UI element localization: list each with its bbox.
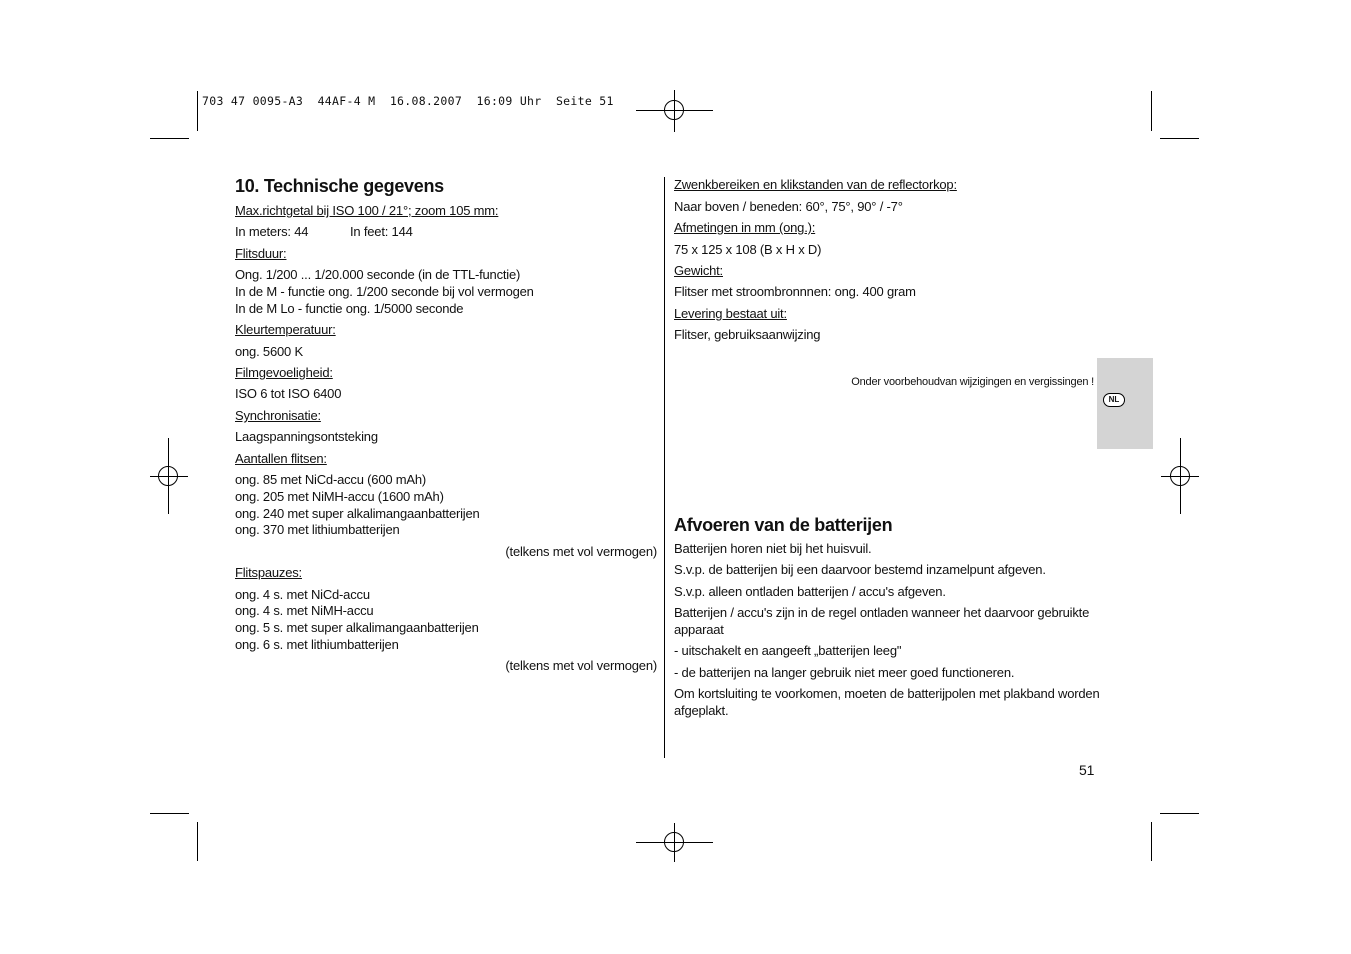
- film-speed-label: Filmgevoeligheid:: [235, 365, 333, 380]
- crop-mark: [197, 822, 198, 861]
- crop-mark: [1160, 813, 1199, 814]
- crop-mark: [1151, 91, 1152, 131]
- print-slug: 703 47 0095-A3 44AF-4 M 16.08.2007 16:09 Uhr Seite 51: [202, 94, 614, 108]
- delivery-label: Levering bestaat uit:: [674, 306, 787, 321]
- recycle-line: ong. 4 s. met NiMH-accu: [235, 603, 374, 618]
- recycle-line: ong. 6 s. met lithiumbatterijen: [235, 637, 399, 652]
- battery-bullet: - uitschakelt en aangeeft „batterijen leeg": [674, 643, 902, 658]
- weight-label: Gewicht:: [674, 263, 723, 278]
- flash-duration-line: In de M - functie ong. 1/200 seconde bij vol vermogen: [235, 284, 534, 299]
- crop-mark: [1160, 138, 1199, 139]
- flash-count-line: ong. 85 met NiCd-accu (600 mAh): [235, 472, 427, 487]
- swivel-value: Naar boven / beneden: 60°, 75°, 90° / -7°: [674, 199, 903, 214]
- delivery-value: Flitser, gebruiksaanwijzing: [674, 327, 821, 342]
- flash-count-note: (telkens met vol vermogen): [505, 544, 657, 559]
- dimensions-label: Afmetingen in mm (ong.):: [674, 220, 816, 235]
- column-divider: [664, 177, 665, 758]
- weight-value: Flitser met stroombronnnen: ong. 400 gram: [674, 284, 916, 299]
- flash-duration-line: Ong. 1/200 ... 1/20.000 seconde (in de TTL-functie): [235, 267, 521, 282]
- battery-line: S.v.p. alleen ontladen batterijen / accu's afgeven.: [674, 584, 946, 599]
- dimensions-value: 75 x 125 x 108 (B x H x D): [674, 242, 822, 257]
- film-speed-value: ISO 6 tot ISO 6400: [235, 386, 342, 401]
- crop-mark: [150, 813, 189, 814]
- battery-bullet: - de batterijen na langer gebruik niet meer goed functioneren.: [674, 665, 1015, 680]
- crop-mark: [150, 138, 189, 139]
- section-title: 10. Technische gegevens: [235, 176, 444, 196]
- swivel-label: Zwenkbereiken en klikstanden van de reflectorkop:: [674, 177, 957, 192]
- disclaimer: Onder voorbehoudvan wijzigingen en vergissingen !: [851, 376, 1094, 388]
- flash-count-label: Aantallen flitsen:: [235, 451, 327, 466]
- flash-duration-line: In de M Lo - functie ong. 1/5000 seconde: [235, 301, 464, 316]
- battery-line: Batterijen horen niet bij het huisvuil.: [674, 541, 872, 556]
- recycle-line: ong. 4 s. met NiCd-accu: [235, 587, 370, 602]
- crop-mark: [197, 91, 198, 131]
- recycle-line: ong. 5 s. met super alkalimangaanbatterijen: [235, 620, 479, 635]
- guide-number-feet: In feet: 144: [350, 224, 413, 239]
- page-number: 51: [1079, 762, 1095, 778]
- language-badge: NL: [1103, 393, 1125, 407]
- recycle-label: Flitspauzes:: [235, 565, 302, 580]
- sync-label: Synchronisatie:: [235, 408, 321, 423]
- battery-line: S.v.p. de batterijen bij een daarvoor bestemd inzamelpunt afgeven.: [674, 562, 1046, 577]
- battery-paragraph-line: afgeplakt.: [674, 703, 729, 718]
- battery-paragraph-line: Batterijen / accu's zijn in de regel ontladen wanneer het daarvoor gebruikte: [674, 605, 1090, 620]
- flash-count-line: ong. 240 met super alkalimangaanbatterijen: [235, 506, 480, 521]
- battery-paragraph-line: apparaat: [674, 622, 724, 637]
- battery-section-title: Afvoeren van de batterijen: [674, 515, 893, 535]
- flash-duration-label: Flitsduur:: [235, 246, 287, 261]
- battery-paragraph-line: Om kortsluiting te voorkomen, moeten de batterijpolen met plakband worden: [674, 686, 1100, 701]
- flash-count-line: ong. 370 met lithiumbatterijen: [235, 522, 400, 537]
- color-temp-label: Kleurtemperatuur:: [235, 322, 336, 337]
- color-temp-value: ong. 5600 K: [235, 344, 303, 359]
- guide-number-label: Max.richtgetal bij ISO 100 / 21°; zoom 105 mm:: [235, 203, 499, 218]
- recycle-note: (telkens met vol vermogen): [505, 658, 657, 673]
- sync-value: Laagspanningsontsteking: [235, 429, 378, 444]
- guide-number-meters: In meters: 44: [235, 224, 309, 239]
- flash-count-line: ong. 205 met NiMH-accu (1600 mAh): [235, 489, 444, 504]
- crop-mark: [1151, 822, 1152, 861]
